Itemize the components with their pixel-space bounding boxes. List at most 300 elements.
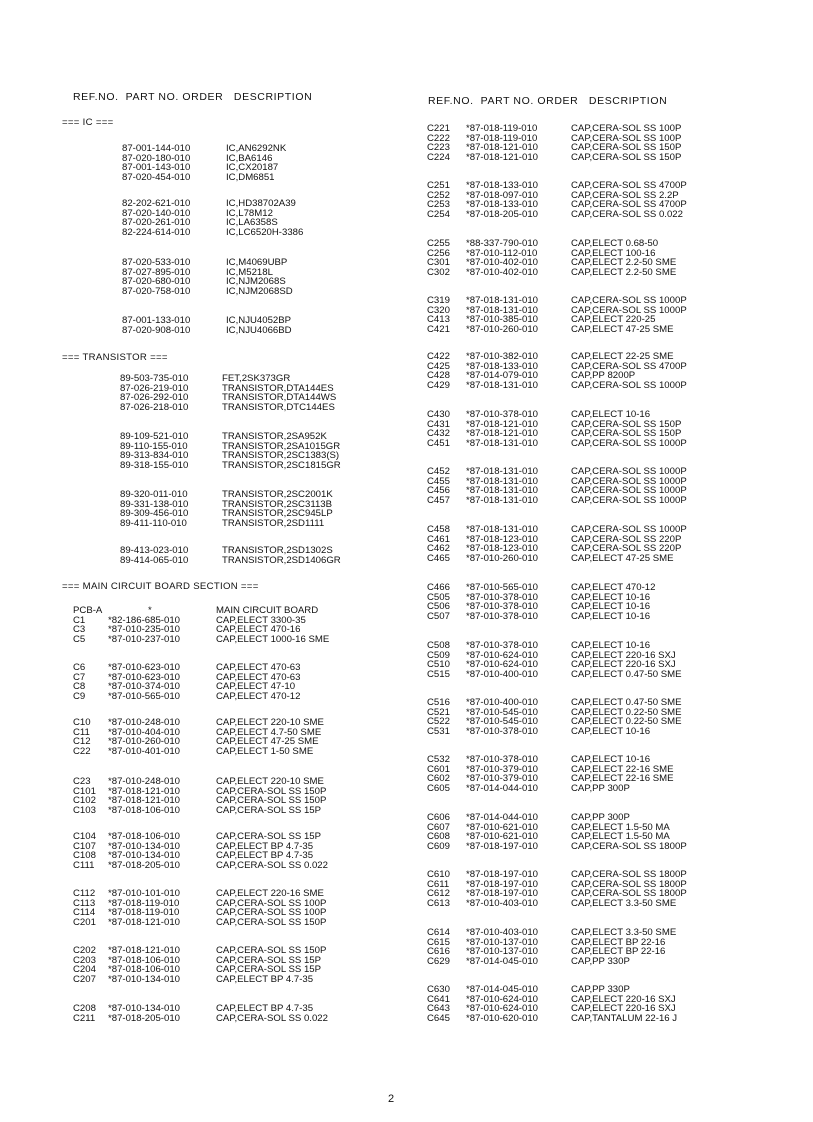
ref-no-cell: C251 [427, 180, 450, 191]
description-cell: CAP,ELECT 220-25 [571, 314, 656, 326]
description-cell: CAP,ELECT 1.5-50 MA [571, 821, 670, 833]
ref-no-cell: C223 [427, 142, 450, 154]
description-cell: CAP,ELECT 220-16 SXJ [571, 649, 676, 661]
ref-no-cell: C609 [427, 840, 450, 852]
part-no-cell: *87-010-378-010 [466, 409, 539, 420]
ref-no-cell: C516 [427, 697, 450, 708]
description-cell: IC,HD38702A39 [226, 198, 296, 209]
part-no-cell: *87-010-385-010 [466, 314, 539, 326]
description-heading: DESCRIPTION [233, 91, 313, 103]
ref-no-cell: C112 [73, 888, 96, 899]
description-cell: CAP,ELECT 0.22-50 SME [571, 706, 682, 718]
ref-no-cell: C605 [427, 782, 450, 794]
part-no-cell: *87-010-260-010 [108, 736, 181, 748]
part-no-cell: *87-018-123-010 [466, 533, 539, 545]
ref-no-cell: C1 [73, 614, 86, 626]
description-cell: CAP,PP 300P [571, 782, 630, 794]
part-no-cell: *87-010-101-010 [108, 888, 181, 899]
ref-no-cell: C203 [73, 954, 96, 966]
ref-no-cell: C608 [427, 831, 450, 843]
part-no-cell: *87-010-235-010 [108, 624, 181, 636]
description-cell: CAP,ELECT 47-25 SME [571, 323, 674, 335]
description-cell: CAP,ELECT BP 4.7-35 [216, 1003, 314, 1014]
part-no-cell: *87-018-123-010 [466, 543, 539, 555]
description-heading: DESCRIPTION [588, 95, 668, 107]
ref-no-cell: C521 [427, 706, 450, 718]
part-no-cell: *87-018-131-010 [466, 379, 539, 391]
description-cell: TRANSISTOR,2SC945LP [222, 508, 333, 520]
part-no-cell: *87-018-121-010 [108, 785, 181, 797]
part-no-cell: 87-020-140-010 [122, 207, 191, 219]
part-no-cell: *87-018-131-010 [466, 494, 539, 506]
description-cell: CAP,CERA-SOL SS 15P [216, 804, 322, 816]
part-no-cell: *87-014-045-010 [466, 955, 539, 967]
ref-no-cell: C612 [427, 888, 450, 900]
left-column-header [73, 91, 312, 103]
part-no-cell: 87-026-292-010 [120, 392, 189, 404]
description-cell: CAP,ELECT 1.5-50 MA [571, 831, 670, 843]
description-cell: IC,CX20187 [226, 162, 279, 174]
part-no-cell: 89-318-155-010 [120, 459, 189, 471]
ref-no-cell: C643 [427, 1003, 450, 1015]
part-no-cell: *87-018-133-010 [466, 199, 539, 211]
part-no-cell: 87-027-895-010 [122, 266, 191, 278]
description-cell: CAP,CERA-SOL SS 150P [216, 916, 327, 928]
ref-no-cell: C645 [427, 1012, 450, 1024]
ref-no-cell: C431 [427, 418, 450, 430]
description-cell: CAP,ELECT 0.22-50 SME [571, 716, 682, 728]
description-cell: CAP,ELECT 470-16 [216, 624, 301, 636]
part-no-cell: *87-010-134-010 [108, 1003, 181, 1014]
ref-no-cell: C222 [427, 132, 450, 144]
part-no-cell: 87-020-454-010 [122, 171, 191, 183]
part-no-cell: *87-010-378-010 [466, 601, 539, 613]
part-no-cell: *87-018-197-010 [466, 840, 539, 852]
part-no-cell: 89-411-110-010 [120, 517, 187, 529]
part-no-cell: *87-010-623-010 [108, 671, 181, 683]
ref-no-cell: PCB-A [73, 605, 103, 616]
ref-no-cell: C320 [427, 304, 450, 316]
description-cell: CAP,ELECT 4.7-50 SME [216, 726, 322, 738]
description-cell: TRANSISTOR,DTC144ES [222, 401, 335, 413]
ref-no-cell: C221 [427, 123, 450, 134]
part-no-cell: *87-010-248-010 [108, 776, 181, 787]
ref-no-cell: C506 [427, 601, 450, 613]
part-no-cell: *87-010-378-010 [466, 640, 539, 651]
description-cell: IC,NJM2068SD [226, 285, 293, 297]
ref-no-cell: C515 [427, 668, 450, 680]
description-cell: CAP,CERA-SOL SS 1800P [571, 840, 687, 852]
ref-no-heading: REF.NO. [428, 95, 474, 107]
ref-no-cell: C630 [427, 984, 450, 995]
description-cell: CAP,CERA-SOL SS 1000P [571, 524, 687, 535]
description-cell: TRANSISTOR,2SC1815GR [222, 459, 341, 471]
ref-no-cell: C601 [427, 763, 450, 775]
ref-no-cell: C614 [427, 927, 450, 938]
description-cell: TRANSISTOR,2SD1302S [222, 545, 333, 556]
part-no-cell: *87-010-400-010 [466, 697, 539, 708]
description-cell: CAP,CERA-SOL SS 220P [571, 533, 682, 545]
part-no-cell: *82-186-685-010 [108, 614, 181, 626]
description-cell: CAP,CERA-SOL SS 100P [216, 907, 327, 919]
part-no-cell: *87-018-097-010 [466, 189, 539, 201]
description-cell: CAP,CERA-SOL SS 15P [216, 954, 322, 966]
part-no-cell: 87-001-133-010 [122, 315, 191, 326]
part-no-cell: 87-026-218-010 [120, 401, 189, 413]
ref-no-cell: C207 [73, 973, 96, 985]
description-cell: CAP,CERA-SOL SS 150P [571, 418, 682, 430]
ref-no-cell: C5 [73, 633, 86, 645]
description-cell: CAP,ELECT 220-10 SME [216, 776, 324, 787]
ref-no-cell: C455 [427, 475, 450, 487]
description-cell: CAP,ELECT 100-16 [571, 247, 656, 259]
description-cell: CAP,CERA-SOL SS 15P [216, 831, 322, 842]
description-cell: CAP,ELECT 10-16 [571, 601, 651, 613]
part-no-cell: *87-010-624-010 [466, 993, 539, 1005]
ref-no-cell: C3 [73, 624, 86, 636]
part-no-cell: 89-503-735-010 [120, 373, 189, 384]
description-cell: CAP,ELECT BP 22-16 [571, 936, 666, 948]
part-no-cell: *87-018-205-010 [466, 208, 539, 220]
description-cell: CAP,CERA-SOL SS 4700P [571, 199, 687, 211]
part-no-cell: *87-018-131-010 [466, 475, 539, 487]
part-no-cell: *87-010-260-010 [466, 552, 539, 564]
part-no-cell: *87-010-565-010 [466, 582, 539, 593]
description-cell: TRANSISTOR,2SC3113B [222, 498, 333, 510]
ref-no-cell: C508 [427, 640, 450, 651]
description-cell: CAP,ELECT 10-16 [571, 640, 651, 651]
description-cell: CAP,CERA-SOL SS 1800P [571, 869, 687, 880]
part-no-cell: *87-010-623-010 [108, 662, 181, 673]
part-no-cell: *87-018-205-010 [108, 1012, 181, 1024]
ref-no-cell: C319 [427, 295, 450, 306]
description-cell: CAP,ELECT 10-16 [571, 591, 651, 603]
description-cell: CAP,CERA-SOL SS 0.022 [216, 859, 328, 871]
description-cell: CAP,CERA-SOL SS 1000P [571, 379, 687, 391]
part-no-cell: *87-010-134-010 [108, 840, 181, 852]
ref-no-cell: C432 [427, 428, 450, 440]
ref-no-cell: C429 [427, 379, 450, 391]
description-cell: CAP,ELECT 1-50 SME [216, 745, 314, 757]
description-cell: TRANSISTOR,2SC2001K [222, 489, 333, 500]
description-cell: CAP,ELECT 47-25 SME [571, 552, 674, 564]
part-no-cell: *87-018-197-010 [466, 878, 539, 890]
ref-no-cell: C22 [73, 745, 91, 757]
description-cell: TRANSISTOR,2SA952K [222, 431, 327, 442]
ref-no-cell: C462 [427, 543, 450, 555]
description-cell: CAP,ELECT 2.2-50 SME [571, 257, 677, 269]
description-cell: CAP,ELECT 47-10 [216, 681, 296, 693]
part-no-heading: PART NO. ORDER [125, 91, 224, 103]
ref-no-cell: C7 [73, 671, 86, 683]
part-no-cell: * [148, 605, 152, 616]
description-cell: CAP,ELECT BP 22-16 [571, 946, 666, 958]
part-no-cell: *87-010-621-010 [466, 821, 539, 833]
description-cell: CAP,ELECT 3.3-50 SME [571, 927, 677, 938]
part-no-cell: *87-018-106-010 [108, 954, 181, 966]
description-cell: CAP,CERA-SOL SS 1000P [571, 437, 687, 449]
description-cell: CAP,TANTALUM 22-16 J [571, 1012, 678, 1024]
part-no-cell: *87-010-260-010 [466, 323, 539, 335]
part-no-cell: 87-026-219-010 [120, 382, 189, 394]
part-no-cell: *87-014-044-010 [466, 812, 539, 823]
main-circuit-board-section-title: === MAIN CIRCUIT BOARD SECTION === [62, 581, 259, 592]
ref-no-cell: C616 [427, 946, 450, 958]
part-no-cell: *87-010-621-010 [466, 831, 539, 843]
part-no-heading: PART NO. ORDER [480, 95, 579, 107]
part-no-cell: *87-018-131-010 [466, 437, 539, 449]
part-no-cell: *87-018-197-010 [466, 888, 539, 900]
description-cell: CAP,PP 300P [571, 812, 630, 823]
description-cell: CAP,ELECT 470-63 [216, 671, 301, 683]
part-no-cell: 82-224-614-010 [122, 226, 191, 238]
ref-no-cell: C204 [73, 964, 96, 976]
ref-no-cell: C104 [73, 831, 96, 842]
description-cell: CAP,CERA-SOL SS 4700P [571, 180, 687, 191]
part-no-cell: 82-202-621-010 [122, 198, 191, 209]
description-cell: CAP,ELECT 10-16 [571, 725, 651, 737]
ref-no-cell: C202 [73, 945, 96, 956]
ref-no-cell: C6 [73, 662, 86, 673]
part-no-cell: *87-018-131-010 [466, 524, 539, 535]
description-cell: TRANSISTOR,2SD1111 [222, 517, 325, 529]
ref-no-cell: C107 [73, 840, 96, 852]
part-no-cell: *87-018-131-010 [466, 295, 539, 306]
description-cell: CAP,CERA-SOL SS 150P [216, 945, 327, 956]
part-no-cell: *87-018-121-010 [108, 916, 181, 928]
ref-no-cell: C9 [73, 690, 86, 702]
part-no-cell: 89-414-065-010 [120, 554, 189, 566]
part-no-cell: *87-018-121-010 [108, 945, 181, 956]
part-no-cell: *87-018-121-010 [466, 142, 539, 154]
part-no-cell: *87-010-134-010 [108, 850, 181, 862]
ref-no-cell: C613 [427, 897, 450, 909]
description-cell: CAP,ELECT 0.47-50 SME [571, 697, 682, 708]
ref-no-cell: C23 [73, 776, 91, 787]
description-cell: CAP,CERA-SOL SS 100P [571, 123, 682, 134]
part-no-cell: 89-110-155-010 [120, 440, 188, 452]
description-cell: IC,AN6292NK [226, 143, 287, 154]
description-cell: IC,NJM2068S [226, 276, 286, 288]
part-no-cell: *87-018-119-010 [466, 123, 538, 134]
description-cell: CAP,CERA-SOL SS 0.022 [571, 208, 683, 220]
description-cell: IC,M4069UBP [226, 257, 288, 268]
ref-no-cell: C101 [73, 785, 96, 797]
part-no-cell: *87-010-403-010 [466, 897, 539, 909]
ref-no-cell: C458 [427, 524, 450, 535]
part-no-cell: *87-010-379-010 [466, 773, 539, 785]
ref-no-cell: C114 [73, 907, 96, 919]
description-cell: IC,L78M12 [226, 207, 273, 219]
description-cell: IC,LC6520H-3386 [226, 226, 304, 238]
description-cell: CAP,ELECT 10-16 [571, 610, 651, 622]
ref-no-cell: C452 [427, 466, 450, 477]
description-cell: CAP,CERA-SOL SS 1000P [571, 304, 687, 316]
ref-no-cell: C10 [73, 717, 91, 728]
part-no-cell: 89-320-011-010 [120, 489, 188, 500]
ref-no-cell: C430 [427, 409, 450, 420]
description-cell: IC,LA6358S [226, 217, 278, 229]
description-cell: CAP,CERA-SOL SS 220P [571, 543, 682, 555]
description-cell: CAP,ELECT BP 4.7-35 [216, 973, 314, 985]
description-cell: CAP,ELECT BP 4.7-35 [216, 850, 314, 862]
part-no-cell: 89-331-138-010 [120, 498, 189, 510]
description-cell: CAP,PP 8200P [571, 370, 636, 382]
ic-section-title: === IC === [62, 117, 114, 128]
part-no-cell: 87-020-758-010 [122, 285, 191, 297]
part-no-cell: *87-010-400-010 [466, 668, 539, 680]
ref-no-cell: C641 [427, 993, 450, 1005]
description-cell: CAP,PP 330P [571, 955, 630, 967]
part-no-cell: 87-020-261-010 [122, 217, 191, 229]
part-no-cell: *87-018-197-010 [466, 869, 539, 880]
part-no-cell: *87-014-044-010 [466, 782, 539, 794]
part-no-cell: *87-018-119-010 [466, 132, 538, 144]
ref-no-cell: C606 [427, 812, 450, 823]
description-cell: IC,DM6851 [226, 171, 275, 183]
part-no-cell: *87-010-374-010 [108, 681, 181, 693]
ref-no-cell: C607 [427, 821, 450, 833]
description-cell: CAP,ELECT 10-16 [571, 754, 651, 765]
part-no-cell: 87-020-533-010 [122, 257, 191, 268]
part-no-cell: *87-014-045-010 [466, 984, 539, 995]
description-cell: CAP,ELECT 22-25 SME [571, 351, 674, 362]
description-cell: CAP,ELECT 22-16 SME [571, 773, 674, 785]
description-cell: TRANSISTOR,2SA1015GR [222, 440, 341, 452]
part-no-cell: *87-018-119-010 [108, 907, 180, 919]
part-no-cell: *87-018-121-010 [466, 418, 539, 430]
ref-no-cell: C532 [427, 754, 450, 765]
description-cell: CAP,ELECT BP 4.7-35 [216, 840, 314, 852]
part-no-cell: *87-010-378-010 [466, 610, 539, 622]
description-cell: CAP,ELECT 0.68-50 [571, 238, 659, 249]
part-no-cell: *87-010-624-010 [466, 1003, 539, 1015]
ref-no-cell: C211 [73, 1012, 96, 1024]
description-cell: CAP,ELECT 220-16 SME [216, 888, 324, 899]
part-no-cell: *87-010-378-010 [466, 591, 539, 603]
part-no-cell: *87-010-382-010 [466, 351, 539, 362]
description-cell: TRANSISTOR,2SC1383(S) [222, 450, 340, 462]
ref-no-cell: C252 [427, 189, 450, 201]
description-cell: CAP,CERA-SOL SS 150P [571, 428, 682, 440]
ref-no-cell: C465 [427, 552, 450, 564]
ref-no-cell: C505 [427, 591, 450, 603]
part-no-cell: *87-018-121-010 [466, 151, 539, 163]
description-cell: CAP,CERA-SOL SS 1000P [571, 485, 687, 497]
description-cell: CAP,CERA-SOL SS 150P [571, 142, 682, 154]
part-no-cell: *88-337-790-010 [466, 238, 539, 249]
part-no-cell: *87-010-402-010 [466, 257, 539, 269]
description-cell: CAP,ELECT 3300-35 [216, 614, 306, 626]
ref-no-cell: C111 [73, 859, 95, 871]
description-cell: TRANSISTOR,DTA144WS [222, 392, 337, 404]
ref-no-cell: C11 [73, 726, 90, 738]
description-cell: CAP,ELECT 470-63 [216, 662, 301, 673]
part-no-cell: *87-010-112-010 [466, 247, 538, 259]
part-no-cell: *87-010-620-010 [466, 1012, 539, 1024]
part-no-cell: 87-020-908-010 [122, 324, 191, 336]
part-no-cell: *87-018-106-010 [108, 831, 181, 842]
ref-no-cell: C451 [427, 437, 450, 449]
ref-no-cell: C253 [427, 199, 450, 211]
part-no-cell: *87-010-379-010 [466, 763, 539, 775]
description-cell: CAP,ELECT 22-16 SME [571, 763, 674, 775]
part-no-cell: *87-010-545-010 [466, 716, 539, 728]
description-cell: CAP,ELECT 220-16 SXJ [571, 993, 676, 1005]
ref-no-cell: C301 [427, 257, 450, 269]
part-no-cell: *87-018-131-010 [466, 304, 539, 316]
ref-no-cell: C602 [427, 773, 450, 785]
ref-no-cell: C255 [427, 238, 450, 249]
part-no-cell: *87-010-402-010 [466, 266, 539, 278]
ref-no-cell: C208 [73, 1003, 96, 1014]
description-cell: IC,M5218L [226, 266, 273, 278]
ref-no-cell: C254 [427, 208, 450, 220]
description-cell: CAP,ELECT 2.2-50 SME [571, 266, 677, 278]
ref-no-cell: C102 [73, 795, 96, 807]
part-no-cell: *87-014-079-010 [466, 370, 539, 382]
part-no-cell: *87-010-378-010 [466, 754, 539, 765]
ref-no-cell: C256 [427, 247, 450, 259]
description-cell: CAP,CERA-SOL SS 100P [571, 132, 682, 144]
part-no-cell: 89-413-023-010 [120, 545, 189, 556]
description-cell: CAP,ELECT 220-10 SME [216, 717, 324, 728]
description-cell: IC,NJU4052BP [226, 315, 292, 326]
description-cell: CAP,ELECT 47-25 SME [216, 736, 319, 748]
description-cell: CAP,CERA-SOL SS 2.2P [571, 189, 679, 201]
ref-no-cell: C466 [427, 582, 450, 593]
ref-no-cell: C302 [427, 266, 450, 278]
part-no-cell: 87-020-680-010 [122, 276, 191, 288]
part-no-cell: 87-020-180-010 [122, 152, 191, 164]
ref-no-cell: C610 [427, 869, 450, 880]
ref-no-cell: C421 [427, 323, 450, 335]
description-cell: CAP,ELECT 3.3-50 SME [571, 897, 677, 909]
ref-no-cell: C457 [427, 494, 450, 506]
ref-no-cell: C224 [427, 151, 450, 163]
ref-no-cell: C103 [73, 804, 96, 816]
part-no-cell: *87-018-131-010 [466, 485, 539, 497]
description-cell: FET,2SK373GR [222, 373, 291, 384]
description-cell: CAP,ELECT 470-12 [571, 582, 656, 593]
part-no-cell: *87-010-403-010 [466, 927, 539, 938]
description-cell: CAP,ELECT 1000-16 SME [216, 633, 330, 645]
part-no-cell: *87-010-137-010 [466, 936, 539, 948]
part-no-cell: *87-010-134-010 [108, 973, 181, 985]
part-no-cell: *87-010-565-010 [108, 690, 181, 702]
description-cell: CAP,CERA-SOL SS 150P [216, 795, 327, 807]
description-cell: CAP,CERA-SOL SS 0.022 [216, 1012, 328, 1024]
ref-no-cell: C108 [73, 850, 96, 862]
description-cell: MAIN CIRCUIT BOARD [216, 605, 319, 616]
part-no-cell: *87-018-133-010 [466, 360, 539, 372]
description-cell: CAP,CERA-SOL SS 4700P [571, 360, 687, 372]
description-cell: CAP,ELECT 220-16 SXJ [571, 1003, 676, 1015]
part-no-cell: *87-010-137-010 [466, 946, 539, 958]
part-no-cell: 89-309-456-010 [120, 508, 189, 520]
part-no-cell: *87-018-121-010 [108, 795, 181, 807]
part-no-cell: *87-010-378-010 [466, 725, 539, 737]
description-cell: CAP,PP 330P [571, 984, 630, 995]
description-cell: IC,NJU4066BD [226, 324, 292, 336]
part-no-cell: *87-018-133-010 [466, 180, 539, 191]
part-no-cell: *87-010-237-010 [108, 633, 181, 645]
description-cell: CAP,CERA-SOL SS 1000P [571, 466, 687, 477]
part-no-cell: *87-018-205-010 [108, 859, 181, 871]
description-cell: CAP,CERA-SOL SS 1000P [571, 295, 687, 306]
part-no-cell: *87-010-545-010 [466, 706, 539, 718]
ref-no-heading: REF.NO. [73, 91, 119, 103]
